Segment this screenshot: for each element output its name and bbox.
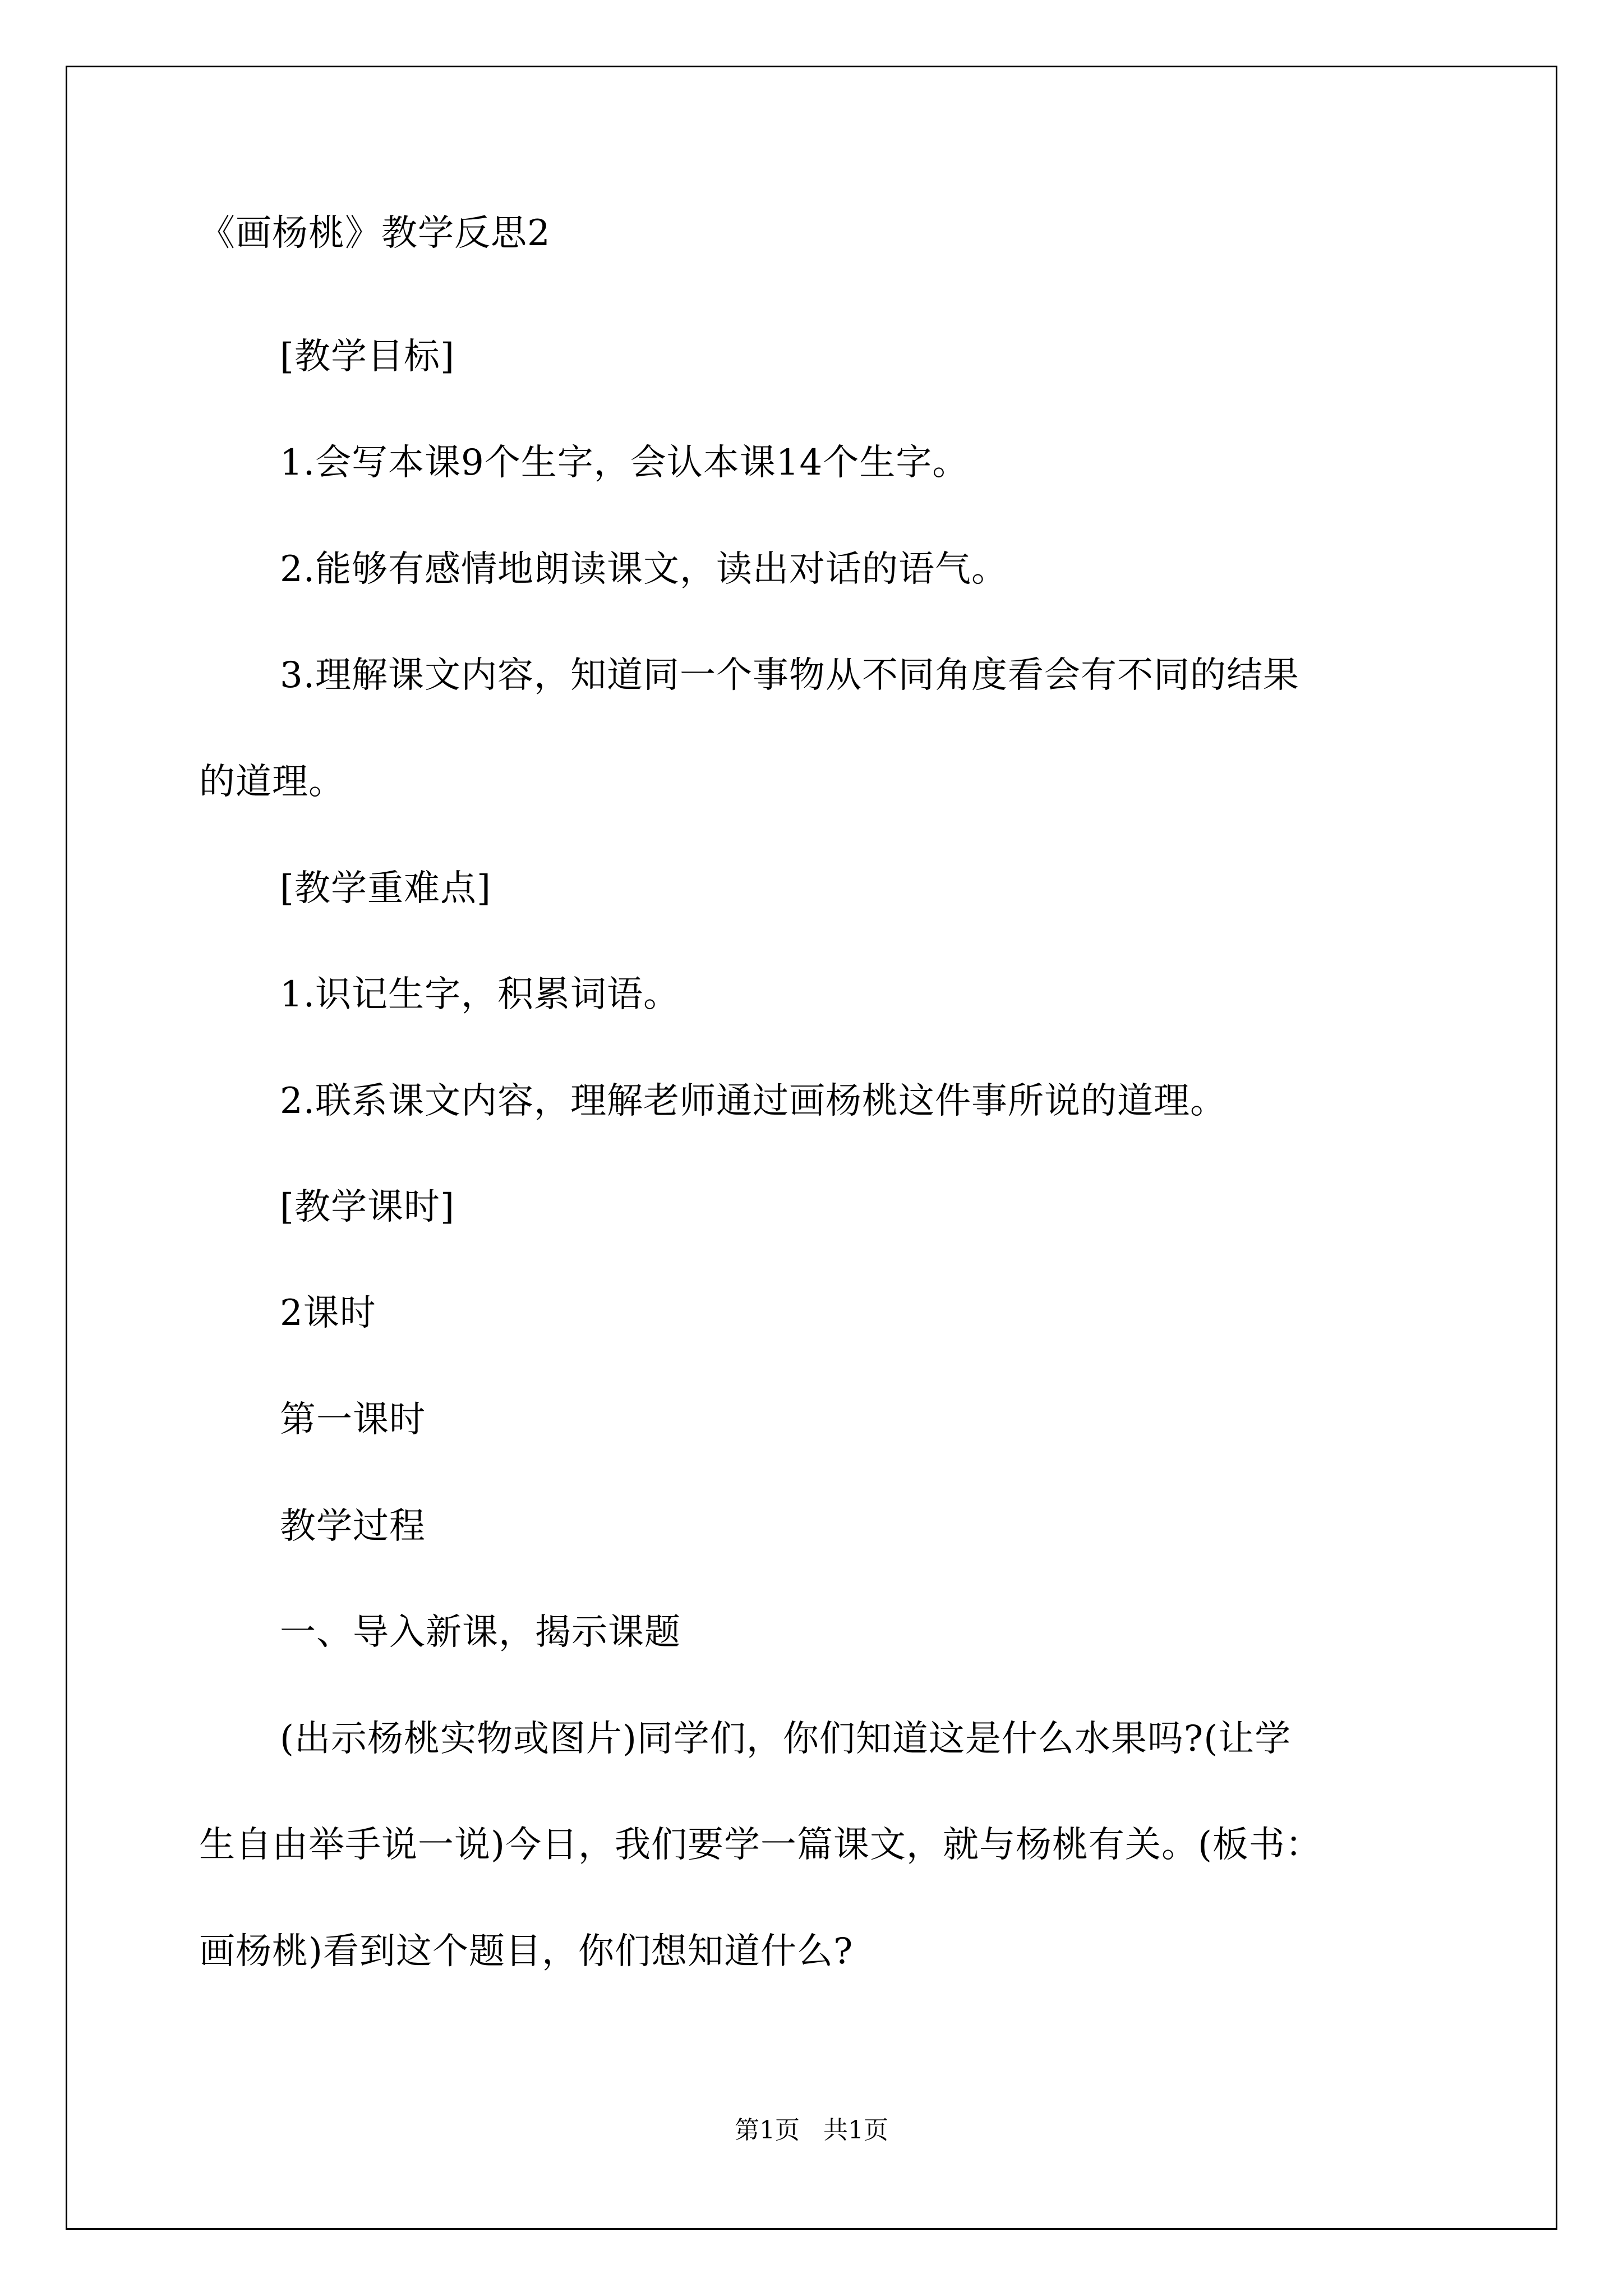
paragraph: 2课时 (280, 1292, 376, 1334)
section-heading-periods: [教学课时] (280, 1186, 455, 1228)
section-heading-key-points: [教学重难点] (280, 868, 491, 909)
document-title: 《画杨桃》教学反思2 (199, 213, 551, 254)
paragraph: 1.识记生字，积累词语。 (280, 974, 680, 1015)
paragraph: 教学过程 (280, 1506, 426, 1547)
paragraph: 1.会写本课9个生字，会认本课14个生字。 (280, 442, 969, 484)
paragraph: 第一课时 (280, 1399, 426, 1441)
paragraph: 一、导入新课，揭示课题 (280, 1612, 681, 1653)
paragraph-continuation: 的道理。 (199, 761, 345, 803)
paragraph: 2.能够有感情地朗读课文，读出对话的语气。 (280, 549, 1008, 590)
paragraph: 3.理解课文内容，知道同一个事物从不同角度看会有不同的结果 (280, 655, 1300, 696)
paragraph-continuation: 生自由举手说一说)今日，我们要学一篇课文，就与杨桃有关。(板书： (199, 1824, 1322, 1866)
section-heading-objectives: [教学目标] (280, 336, 455, 378)
paragraph-continuation: 画杨桃)看到这个题目，你们想知道什么? (199, 1931, 854, 1972)
page-number: 第1页 共1页 (735, 2116, 888, 2145)
paragraph: (出示杨桃实物或图片)同学们，你们知道这是什么水果吗?(让学 (280, 1718, 1292, 1760)
paragraph: 2.联系课文内容，理解老师通过画杨桃这件事所说的道理。 (280, 1080, 1227, 1122)
page-border (66, 66, 1557, 2230)
